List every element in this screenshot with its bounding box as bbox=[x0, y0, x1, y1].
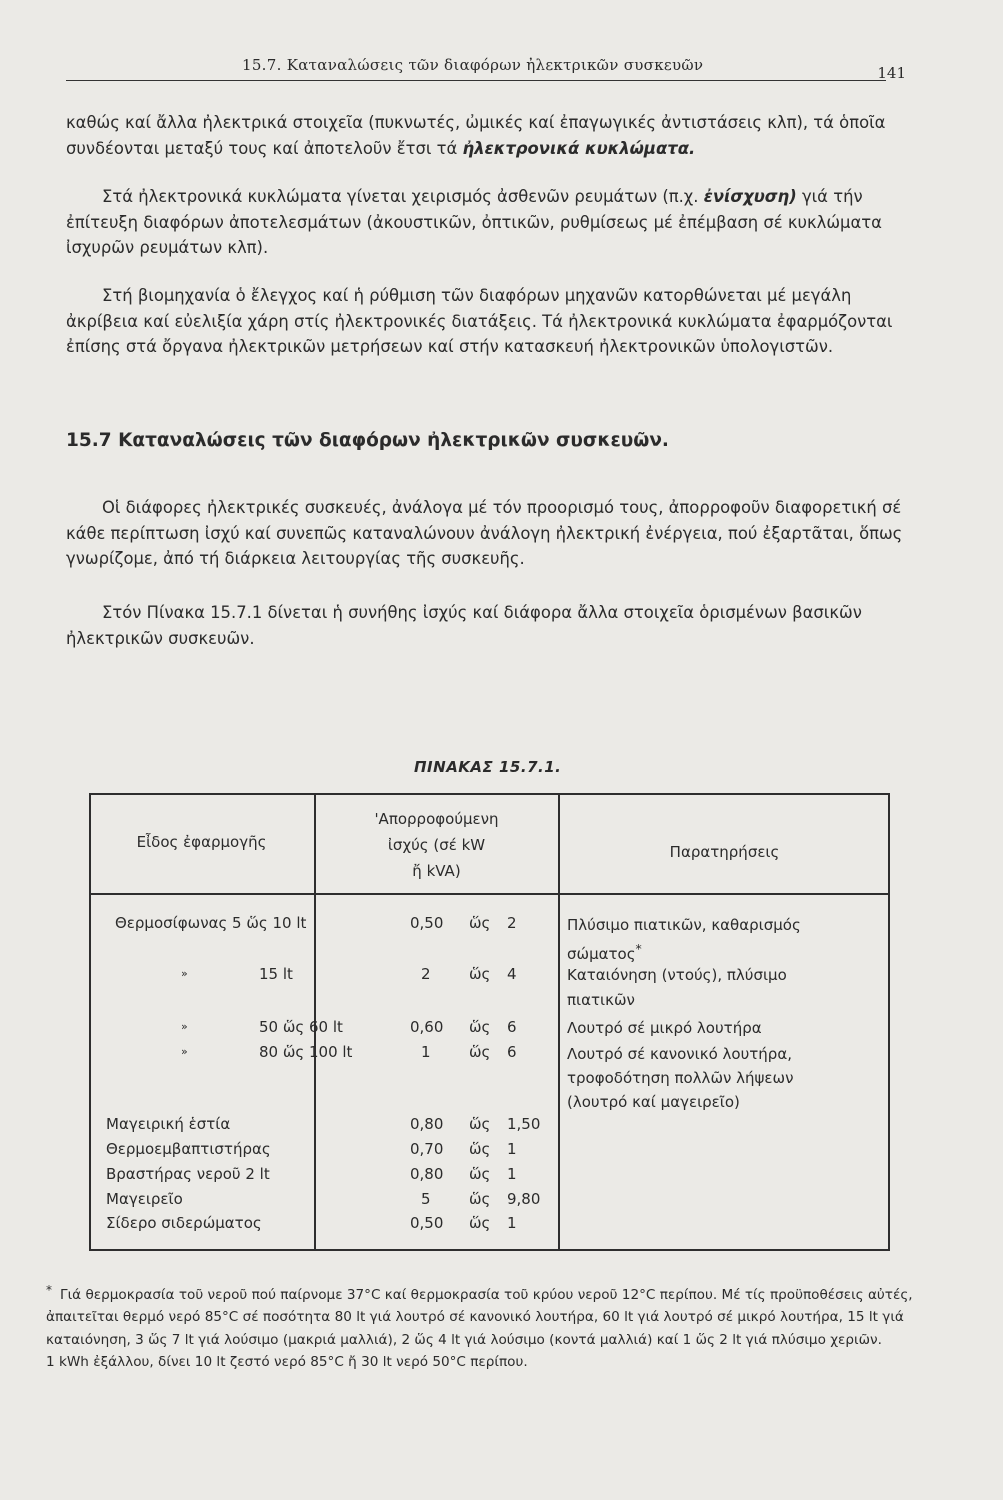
row8-power-to: 9,80 bbox=[507, 1190, 541, 1208]
row1-remark-line1: Πλύσιμο πιατικῶν, καθαρισμός bbox=[567, 916, 801, 934]
paragraph-2 bbox=[66, 184, 918, 261]
table-bottom-border bbox=[89, 1249, 890, 1251]
row2-power-from: 2 bbox=[421, 965, 431, 983]
row1-remark-line2 bbox=[567, 938, 642, 965]
row2-ditto-mark: » bbox=[181, 967, 188, 980]
paragraph-4-text: Οἱ διάφορες ἠλεκτρικές συσκευές, ἀνάλογα μέ τόν προορισμό τους, ἀπορροφοῦν διαφορετική σέ κάθε περίπτωση ἰσχύ καί συνεπῶς καταναλώνουν ἀνάλογη ἠλεκτρική ἐνέργεια, πού ἐξαρτᾶται, ὅπως γνωρίζομε, ἀπό τή διάρκεια λειτουργίας τῆς συσκευῆς. bbox=[66, 498, 903, 568]
row4-remark-line1: Λουτρό σέ κανονικό λουτήρα, bbox=[567, 1045, 792, 1063]
footnote bbox=[46, 1284, 916, 1374]
row3-remark-line1: Λουτρό σέ μικρό λουτήρα bbox=[567, 1019, 762, 1037]
footnote-text-2: 1 kWh ἐξάλλου, δίνει 10 lt ζεστό νερό 85°C ἤ 30 lt νερό 50°C περίπου. bbox=[46, 1354, 528, 1371]
header-title: 15.7. Καταναλώσεις τῶν διαφόρων ἠλεκτρικῶν συσκευῶν bbox=[242, 56, 704, 74]
row2-application: 15 lt bbox=[259, 965, 293, 983]
row4-remark-line2: τροφοδότηση πολλῶν λήψεων bbox=[567, 1069, 794, 1087]
row9-power-to-word: ὥς bbox=[469, 1214, 491, 1232]
row8-power-from: 5 bbox=[421, 1190, 431, 1208]
row9-power-to: 1 bbox=[507, 1214, 517, 1232]
power-table bbox=[89, 793, 890, 1251]
row4-ditto-mark: » bbox=[181, 1045, 188, 1058]
row1-power-from: 0,50 bbox=[410, 914, 444, 932]
row3-ditto-mark: » bbox=[181, 1020, 188, 1033]
row3-power-from: 0,60 bbox=[410, 1018, 444, 1036]
running-header bbox=[66, 42, 906, 82]
row1-power-to-word: ὥς bbox=[469, 914, 491, 932]
row5-power-from: 0,80 bbox=[410, 1115, 444, 1133]
row9-power-from: 0,50 bbox=[410, 1214, 444, 1232]
header-power-line1: 'Απορροφούμενη bbox=[374, 810, 499, 828]
header-remarks: Παρατηρήσεις bbox=[669, 843, 780, 861]
header-rule bbox=[66, 80, 886, 81]
paragraph-3 bbox=[66, 283, 918, 360]
paragraph-2-emphasis: ἐνίσχυση) bbox=[703, 187, 797, 206]
row2-remark-line2: πιατικῶν bbox=[567, 991, 635, 1009]
row4-application: 80 ὥς 100 lt bbox=[259, 1043, 353, 1061]
row6-power-to-word: ὥς bbox=[469, 1140, 491, 1158]
row4-power-to: 6 bbox=[507, 1043, 517, 1061]
row5-power-to: 1,50 bbox=[507, 1115, 541, 1133]
row4-remark-line3: (λουτρό καί μαγειρεῖο) bbox=[567, 1093, 740, 1111]
paragraph-1-text: καθώς καί ἄλλα ἠλεκτρικά στοιχεῖα (πυκνωτές, ὠμικές καί ἐπαγωγικές ἀντιστάσεις κλπ), τά ὁποῖα συνδέονται μεταξύ τους καί ἀποτελοῦν ἔτσι τά bbox=[66, 113, 886, 158]
row4-power-from: 1 bbox=[421, 1043, 431, 1061]
row1-footnote-mark: * bbox=[635, 941, 642, 956]
row5-power-to-word: ὥς bbox=[469, 1115, 491, 1133]
row7-application: Βραστήρας νεροῦ 2 lt bbox=[106, 1165, 270, 1183]
paragraph-4 bbox=[66, 495, 918, 572]
row6-application: Θερμοεμβαπτιστήρας bbox=[106, 1140, 271, 1158]
header-power-line3: ἤ kVA) bbox=[412, 862, 461, 880]
row6-power-from: 0,70 bbox=[410, 1140, 444, 1158]
row1-power-to: 2 bbox=[507, 914, 517, 932]
row2-power-to-word: ὥς bbox=[469, 965, 491, 983]
row2-power-to: 4 bbox=[507, 965, 517, 983]
row7-power-to-word: ὥς bbox=[469, 1165, 491, 1183]
paragraph-1 bbox=[66, 110, 918, 161]
section-heading: 15.7 Καταναλώσεις τῶν διαφόρων ἠλεκτρικῶν συσκευῶν. bbox=[66, 430, 669, 451]
table-caption: ΠΙΝΑΚΑΣ 15.7.1. bbox=[414, 758, 562, 776]
row8-application: Μαγειρεῖο bbox=[106, 1190, 183, 1208]
row6-power-to: 1 bbox=[507, 1140, 517, 1158]
footnote-text: Γιά θερμοκρασία τοῦ νεροῦ πού παίρνομε 37°C καί θερμοκρασία τοῦ κρύου νεροῦ 12°C περίπου. Μέ τίς προϋποθέσεις αὐτές, ἀπαιτεῖται θερμό νερό 85°C σέ ποσότητα 80 lt γιά λουτρό σέ κανονικό λουτήρα, 60 lt γιά λουτρό σέ μικρό λουτήρα, 15 lt γιά καταιόνηση, 3 ὥς 7 lt γιά λούσιμο (μακριά μαλλιά), 2 ὥς 4 lt γιά λούσιμο (κοντά μαλλιά) καί 1 ὥς 2 lt γιά πλύσιμο χεριῶν. bbox=[46, 1287, 913, 1348]
table-header-divider bbox=[89, 893, 890, 895]
row8-power-to-word: ὥς bbox=[469, 1190, 491, 1208]
table-left-border bbox=[89, 793, 91, 1251]
header-application-type: Εἶδος ἐφαρμογῆς bbox=[136, 833, 267, 851]
paragraph-2-text-a: Στά ἠλεκτρονικά κυκλώματα γίνεται χειρισμός ἀσθενῶν ρευμάτων (π.χ. bbox=[102, 187, 699, 206]
paragraph-1-emphasis: ἠλεκτρονικά κυκλώματα. bbox=[462, 138, 696, 158]
footnote-mark: * bbox=[46, 1283, 52, 1297]
row7-power-from: 0,80 bbox=[410, 1165, 444, 1183]
row3-power-to: 6 bbox=[507, 1018, 517, 1036]
row7-power-to: 1 bbox=[507, 1165, 517, 1183]
table-top-border bbox=[89, 793, 890, 795]
row3-application: 50 ὥς 60 lt bbox=[259, 1018, 343, 1036]
row1-remark-line2-text: σώματος bbox=[567, 945, 636, 963]
row5-application: Μαγειρική ἑστία bbox=[106, 1115, 231, 1133]
row1-application: Θερμοσίφωνας 5 ὥς 10 lt bbox=[115, 914, 307, 932]
row4-power-to-word: ὥς bbox=[469, 1043, 491, 1061]
row2-remark-line1: Καταιόνηση (ντούς), πλύσιμο bbox=[567, 966, 787, 984]
paragraph-3-text: Στή βιομηχανία ὁ ἔλεγχος καί ἡ ρύθμιση τῶν διαφόρων μηχανῶν κατορθώνεται μέ μεγάλη ἀκρίβεια καί εὐελιξία χάρη στίς ἠλεκτρονικές διατάξεις. Τά ἠλεκτρονικά κυκλώματα ἐφαρμόζονται ἐπίσης στά ὄργανα ἠλεκτρικῶν μετρήσεων καί στήν κατασκευή ἠλεκτρονικῶν ὑπολογιστῶν. bbox=[66, 286, 893, 356]
paragraph-5 bbox=[66, 600, 918, 651]
paragraph-5-text: Στόν Πίνακα 15.7.1 δίνεται ἡ συνήθης ἰσχύς καί διάφορα ἄλλα στοιχεῖα ὁρισμένων βασικῶν ἠλεκτρικῶν συσκευῶν. bbox=[66, 603, 862, 648]
page-number: 141 bbox=[877, 64, 906, 82]
row3-power-to-word: ὥς bbox=[469, 1018, 491, 1036]
header-power-line2: ἰσχύς (σέ kW bbox=[387, 836, 486, 854]
row9-application: Σίδερο σιδερώματος bbox=[106, 1214, 262, 1232]
paragraph-2-text-b: γιά τήν ἐπίτευξη διαφόρων ἀποτελεσμάτων (ἀκουστικῶν, ὀπτικῶν, ρυθμίσεως μέ ἐπέμβαση σέ κυκλώματα ἰσχυρῶν ρευμάτων κλπ). bbox=[66, 187, 882, 257]
